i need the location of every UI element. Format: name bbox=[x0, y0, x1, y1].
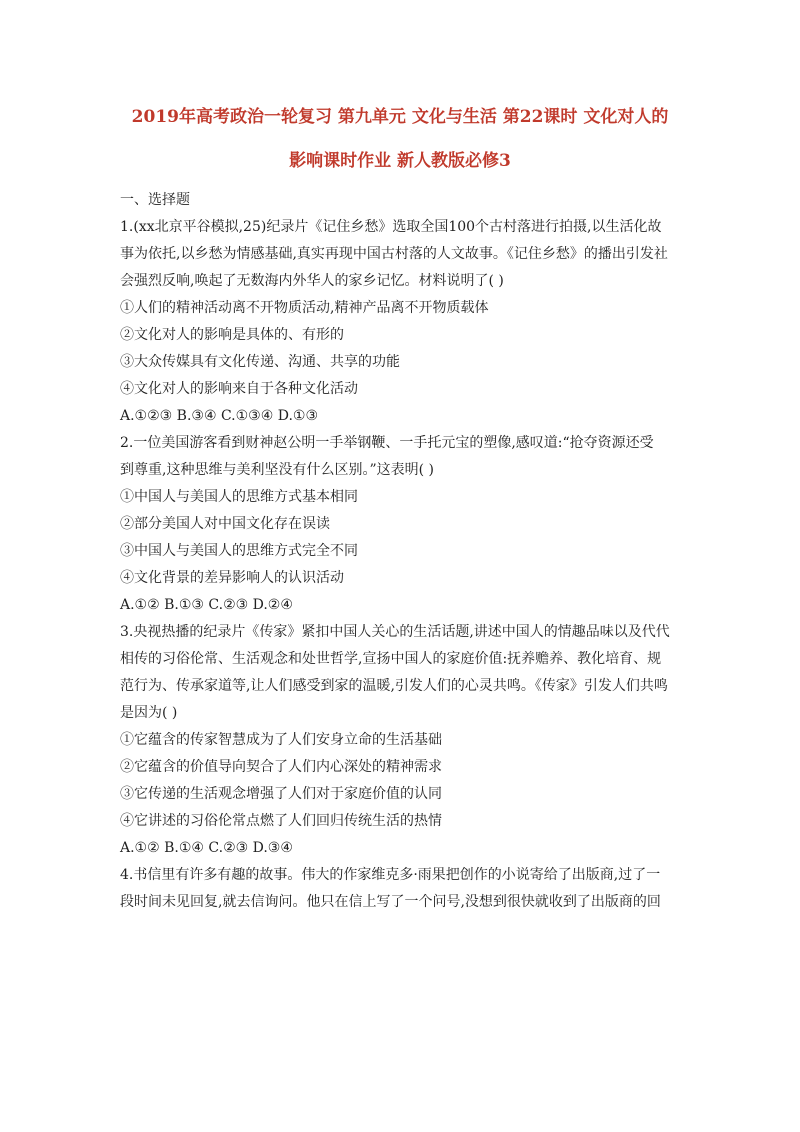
question-3-statement: ①它蕴含的传家智慧成为了人们安身立命的生活基础 bbox=[120, 732, 442, 748]
question-1-options: A.①②③ B.③④ C.①③④ D.①③ bbox=[120, 408, 318, 424]
question-2-statement: ④文化背景的差异影响人的认识活动 bbox=[120, 570, 344, 586]
question-1-statement: ③大众传媒具有文化传递、沟通、共享的功能 bbox=[120, 354, 400, 370]
question-1-stem-line: 事为依托,以乡愁为情感基础,真实再现中国古村落的人文故事。《记住乡愁》的播出引发社 bbox=[120, 246, 668, 262]
question-1-statement: ①人们的精神活动离不开物质活动,精神产品离不开物质载体 bbox=[120, 300, 489, 316]
document-title-line-1: 2019年高考政治一轮复习 第九单元 文化与生活 第22课时 文化对人的 bbox=[131, 107, 669, 127]
question-1 bbox=[120, 214, 685, 430]
question-2-statement: ③中国人与美国人的思维方式完全不同 bbox=[120, 543, 358, 559]
question-2-statement: ②部分美国人对中国文化存在误读 bbox=[120, 516, 330, 532]
question-3-options: A.①② B.①④ C.②③ D.③④ bbox=[120, 840, 293, 856]
question-2 bbox=[120, 430, 685, 619]
question-3-stem-line: 相传的习俗伦常、生活观念和处世哲学,宣扬中国人的家庭价值:抚养赡养、教化培育、规 bbox=[120, 651, 662, 667]
question-3-statement: ②它蕴含的价值导向契合了人们内心深处的精神需求 bbox=[120, 759, 442, 775]
question-3-statement: ③它传递的生活观念增强了人们对于家庭价值的认同 bbox=[120, 786, 442, 802]
question-2-stem-line: 到尊重,这种思维与美利坚没有什么区别。”这表明( ) bbox=[120, 462, 434, 478]
question-1-statement: ④文化对人的影响来自于各种文化活动 bbox=[120, 381, 358, 397]
question-4-stem-line: 4.书信里有许多有趣的故事。伟大的作家维克多·雨果把创作的小说寄给了出版商,过了一 bbox=[120, 867, 661, 883]
question-1-stem-line: 1.(xx北京平谷模拟,25)纪录片《记住乡愁》选取全国100个古村落进行拍摄,以生活化故 bbox=[120, 219, 662, 235]
question-2-statement: ①中国人与美国人的思维方式基本相同 bbox=[120, 489, 358, 505]
question-3-stem-line: 是因为( ) bbox=[120, 705, 178, 721]
question-1-statement: ②文化对人的影响是具体的、有形的 bbox=[120, 327, 344, 343]
question-3-statement: ④它讲述的习俗伦常点燃了人们回归传统生活的热情 bbox=[120, 813, 442, 829]
question-3-stem-line: 范行为、传承家道等,让人们感受到家的温暖,引发人们的心灵共鸣。《传家》引发人们共鸣 bbox=[120, 678, 668, 694]
question-2-options: A.①② B.①③ C.②③ D.②④ bbox=[120, 597, 293, 613]
document-title-line-2: 影响课时作业 新人教版必修3 bbox=[289, 151, 511, 171]
question-1-stem-line: 会强烈反响,唤起了无数海内外华人的家乡记忆。材料说明了( ) bbox=[120, 273, 504, 289]
section-heading: 一、选择题 bbox=[120, 192, 190, 208]
question-4-stem-line: 段时间未见回复,就去信询问。他只在信上写了一个问号,没想到很快就收到了出版商的回 bbox=[120, 894, 661, 910]
question-4 bbox=[120, 862, 685, 916]
question-3 bbox=[120, 619, 685, 862]
question-2-stem-line: 2.一位美国游客看到财神赵公明一手举钢鞭、一手托元宝的塑像,感叹道:“抢夺资源还受 bbox=[120, 435, 654, 451]
question-3-stem-line: 3.央视热播的纪录片《传家》紧扣中国人关心的生活话题,讲述中国人的情趣品味以及代代 bbox=[120, 624, 670, 640]
document-body bbox=[120, 187, 685, 916]
